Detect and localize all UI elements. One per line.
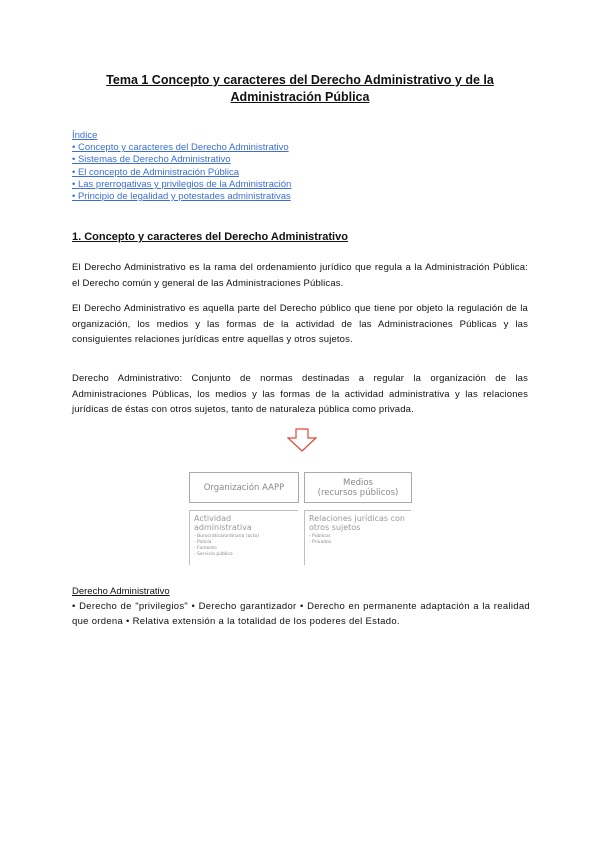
box-organizacion-label: Organización AAPP	[203, 482, 285, 493]
index-link-administracion[interactable]: • El concepto de Administración Pública	[72, 166, 240, 178]
diagram-box-actividad	[189, 510, 298, 565]
diagram-box-medios	[304, 472, 412, 503]
index-link-prerrogativas[interactable]: • Las prerrogativas y privilegios de la Administración	[72, 178, 292, 190]
box-actividad-line1: Actividad	[194, 514, 232, 523]
box-medios-line2: (recursos públicos)	[317, 487, 399, 498]
section-2-text: • Derecho de "privilegios" • Derecho garantizador • Derecho en permanente adaptación a la realidad que ordena • Relativa extensión a la totalidad de los poderes del Estado.	[72, 601, 530, 627]
box-relaciones-line2: otros sujetos	[309, 523, 361, 532]
document-title	[90, 72, 510, 106]
index-link-legalidad[interactable]: • Principio de legalidad y potestades administrativas	[72, 191, 291, 203]
list-item: - Privados	[309, 540, 332, 545]
paragraph-2: El Derecho Administrativo es aquella parte del Derecho público que tiene por objeto la regulación de la organización, los medios y las formas de la actividad de las Administraciones Públicas y las consiguientes relaciones jurídicas entre aquellas y otros sujetos.	[72, 303, 528, 345]
title-line-2: Administración Pública	[230, 90, 370, 104]
index-heading-link[interactable]: Índice	[72, 130, 98, 141]
list-item: - Públicos	[309, 534, 331, 539]
box-actividad-line2: administrativa	[194, 523, 252, 532]
list-item: - Servicio público	[194, 552, 233, 557]
index-link-sistemas[interactable]: • Sistemas de Derecho Administrativo	[72, 154, 231, 166]
list-item: - Policía	[194, 540, 212, 545]
paragraph-3: Derecho Administrativo: Conjunto de normas destinadas a regular la organización de las Administraciones Públicas, los medios y las formas de la actividad administrativa y las relaciones jurídicas de éstas con otros sujetos, tanto de naturaleza pública como privada.	[72, 373, 528, 415]
box-relaciones-list	[309, 534, 331, 546]
diagram-box-organizacion	[189, 472, 299, 503]
box-actividad-list	[194, 534, 259, 558]
list-item: - Fomento	[194, 546, 217, 551]
box-relaciones-line1: Relaciones jurídicas con	[309, 514, 405, 523]
section-1-heading: 1. Concepto y caracteres del Derecho Administrativo	[72, 231, 348, 243]
list-item: - Burocrática/ordinaria (acto)	[194, 534, 260, 539]
table-of-contents	[72, 130, 291, 203]
paragraph-1: El Derecho Administrativo es la rama del ordenamiento jurídico que regula a la Administración Pública: el Derecho común y general de las Administraciones Públicas.	[72, 262, 528, 289]
section-2-heading: Derecho Administrativo	[72, 586, 170, 597]
down-arrow-icon	[287, 428, 317, 452]
title-line-1: Tema 1 Concepto y caracteres del Derecho Administrativo y de la	[106, 73, 494, 87]
box-medios-line1: Medios	[343, 477, 373, 488]
index-link-concepto[interactable]: • Concepto y caracteres del Derecho Administrativo	[72, 142, 289, 154]
diagram-box-relaciones	[304, 510, 411, 565]
